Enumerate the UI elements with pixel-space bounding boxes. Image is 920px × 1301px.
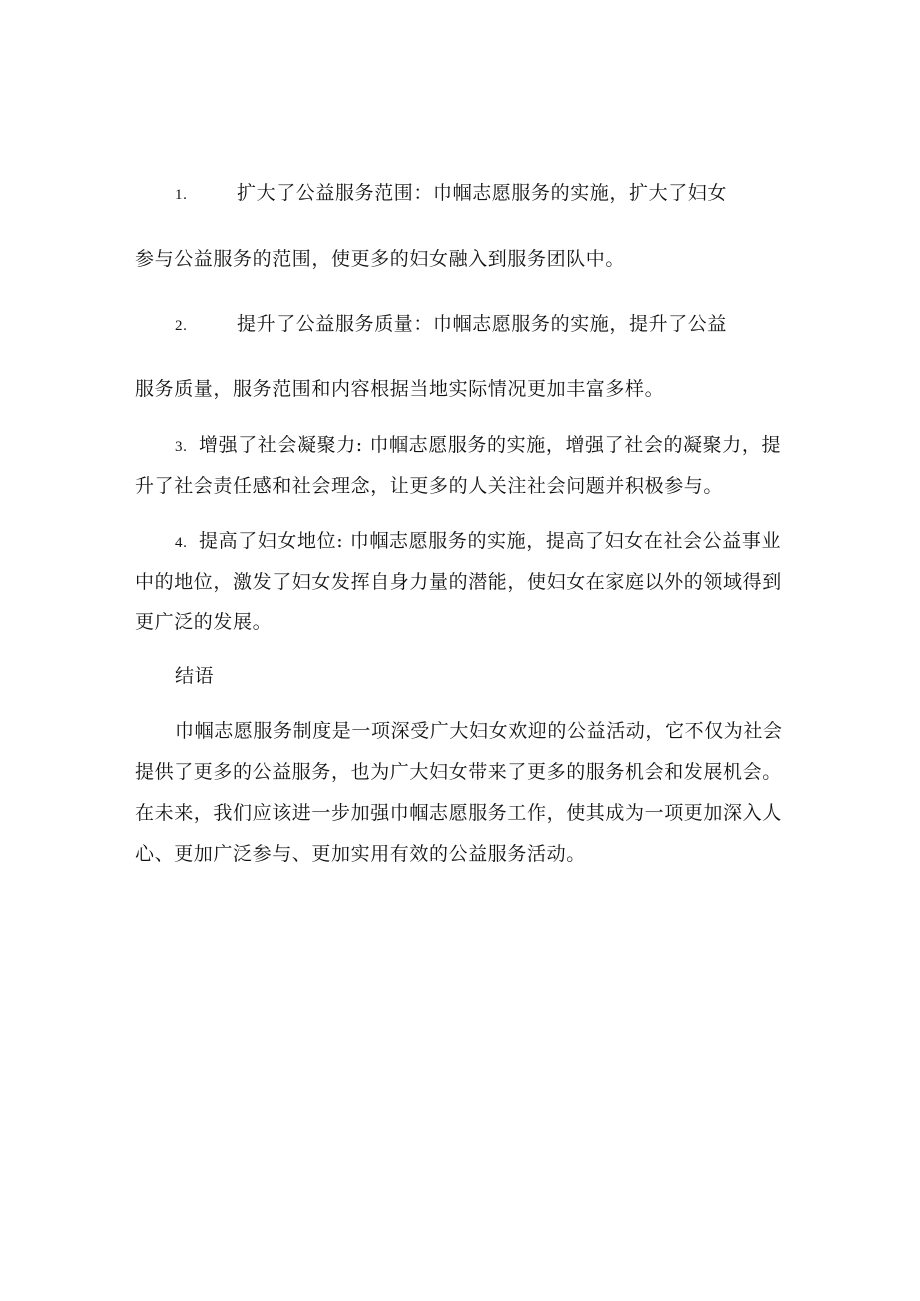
- item-3-text-line1: 增强了社会凝聚力: 巾帼志愿服务的实施，增强了社会的凝聚力，提: [199, 434, 782, 456]
- item-2-text-line1: 提升了公益服务质量：巾帼志愿服务的实施，提升了公益: [237, 313, 728, 335]
- conclusion-line-3: 在未来，我们应该进一步加强巾帼志愿服务工作，使其成为一项更加深入人: [135, 802, 782, 824]
- item-2-text-line2: 服务质量，服务范围和内容根据当地实际情况更加丰富多样。: [135, 378, 665, 400]
- item-3-first-line: [175, 432, 781, 460]
- item-4-text-line3: 更广泛的发展。: [135, 611, 273, 633]
- item-3-number: 3.: [175, 439, 188, 455]
- conclusion-heading: 结语: [175, 665, 215, 687]
- item-2-first-line: [175, 311, 727, 339]
- item-1-number: 1.: [175, 187, 188, 203]
- item-2-number: 2.: [175, 318, 188, 334]
- conclusion-line-1: 巾帼志愿服务制度是一项深受广大妇女欢迎的公益活动，它不仅为社会: [175, 720, 783, 742]
- conclusion-line-4: 心、更加广泛参与、更加实用有效的公益服务活动。: [135, 843, 586, 865]
- item-4-text-line1: 提高了妇女地位: 巾帼志愿服务的实施，提高了妇女在社会公益事业: [199, 530, 782, 552]
- item-1-text-line2: 参与公益服务的范围，使更多的妇女融入到服务团队中。: [135, 248, 626, 270]
- item-1-first-line: [175, 180, 727, 208]
- item-4-first-line: [175, 528, 781, 556]
- item-4-number: 4.: [175, 535, 188, 551]
- item-3-text-line2: 升了社会责任感和社会理念，让更多的人关注社会问题并积极参与。: [135, 475, 724, 497]
- item-1-text-line1: 扩大了公益服务范围：巾帼志愿服务的实施，扩大了妇女: [237, 182, 728, 204]
- conclusion-line-2: 提供了更多的公益服务，也为广大妇女带来了更多的服务机会和发展机会。: [135, 761, 782, 783]
- item-4-text-line2: 中的地位，激发了妇女发挥自身力量的潜能，使妇女在家庭以外的领域得到: [135, 571, 782, 593]
